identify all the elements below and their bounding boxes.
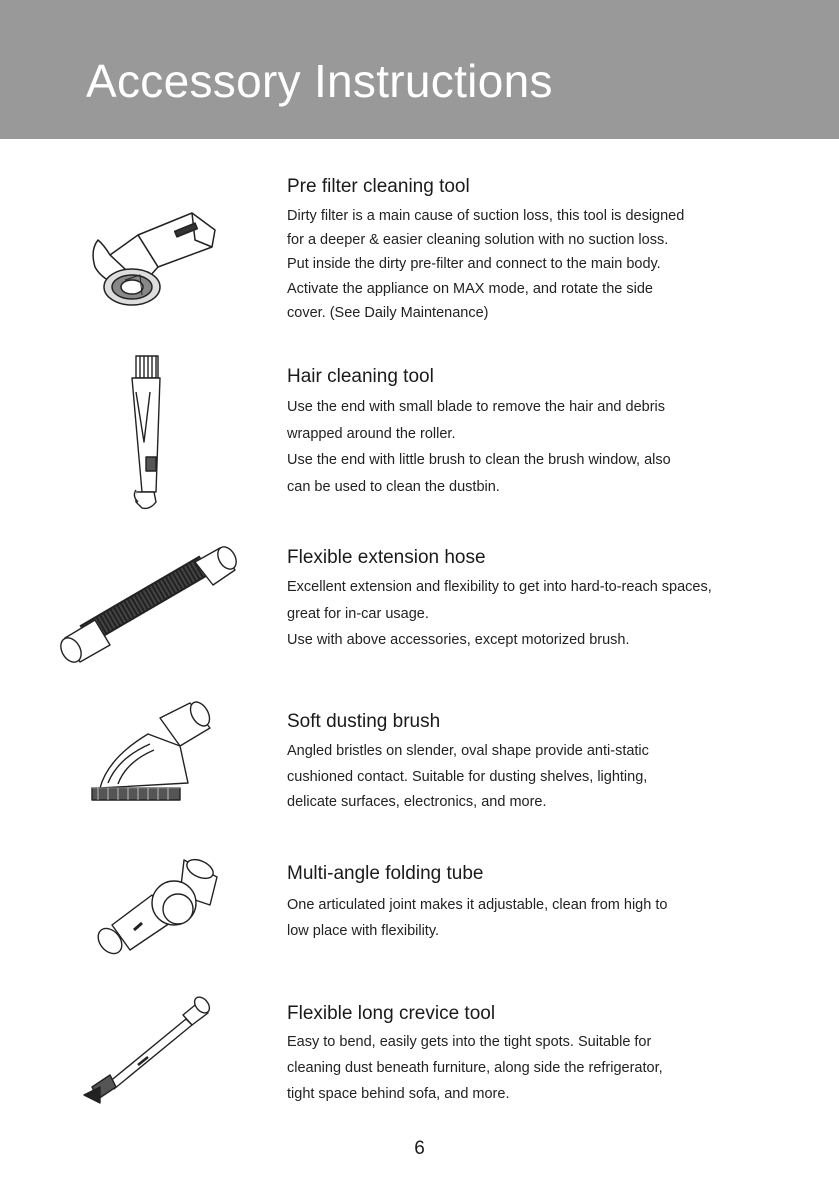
description-line: tight space behind sofa, and more. <box>287 1085 510 1102</box>
description-line: Use the end with little brush to clean the brush window, also <box>287 452 671 469</box>
description-line: Put inside the dirty pre-filter and connect to the main body. <box>287 256 661 273</box>
description-line: Activate the appliance on MAX mode, and rotate the side <box>287 280 653 297</box>
section-title: Hair cleaning tool <box>287 366 434 387</box>
section-title: Pre filter cleaning tool <box>287 176 470 197</box>
section-description <box>287 739 649 816</box>
section-title: Flexible extension hose <box>287 547 486 568</box>
description-line: great for in-car usage. <box>287 605 429 622</box>
description-line: for a deeper & easier cleaning solution with no suction loss. <box>287 232 669 249</box>
description-line: One articulated joint makes it adjustable, clean from high to <box>287 897 668 913</box>
section-description <box>287 394 671 501</box>
page-title: Accessory Instructions <box>86 55 553 107</box>
description-line: Dirty filter is a main cause of suction loss, this tool is designed <box>287 208 685 224</box>
description-line: can be used to clean the dustbin. <box>287 479 500 496</box>
section-title: Flexible long crevice tool <box>287 1003 496 1024</box>
flexible-extension-hose-illustration <box>55 540 245 665</box>
section-description <box>287 204 684 325</box>
description-line: Excellent extension and flexibility to get into hard-to-reach spaces, <box>287 579 712 595</box>
section-title: Multi-angle folding tube <box>287 863 484 884</box>
section-title: Soft dusting brush <box>287 711 441 732</box>
description-line: cushioned contact. Suitable for dusting shelves, lighting, <box>287 768 648 785</box>
soft-dusting-brush-illustration <box>88 698 218 808</box>
page-number: 6 <box>414 1138 425 1159</box>
description-line: delicate surfaces, electronics, and more. <box>287 794 547 811</box>
description-line: Angled bristles on slender, oval shape provide anti-static <box>287 743 649 759</box>
pre-filter-cleaning-tool-illustration <box>80 205 230 320</box>
description-line: cover. (See Daily Maintenance) <box>287 304 489 321</box>
description-line: Easy to bend, easily gets into the tight spots. Suitable for <box>287 1034 652 1050</box>
flexible-long-crevice-tool-illustration <box>78 995 213 1107</box>
section-description <box>287 574 712 654</box>
description-line: Use the end with small blade to remove the hair and debris <box>287 399 666 415</box>
header-banner <box>0 0 839 139</box>
description-line: Use with above accessories, except motorized brush. <box>287 632 630 648</box>
multi-angle-folding-tube-illustration <box>92 855 227 960</box>
section-description <box>287 893 667 944</box>
description-line: wrapped around the roller. <box>287 425 456 442</box>
hair-cleaning-tool-illustration <box>120 352 170 510</box>
description-line: cleaning dust beneath furniture, along side the refrigerator, <box>287 1059 663 1076</box>
description-line: low place with flexibility. <box>287 922 440 939</box>
section-description <box>287 1030 663 1107</box>
